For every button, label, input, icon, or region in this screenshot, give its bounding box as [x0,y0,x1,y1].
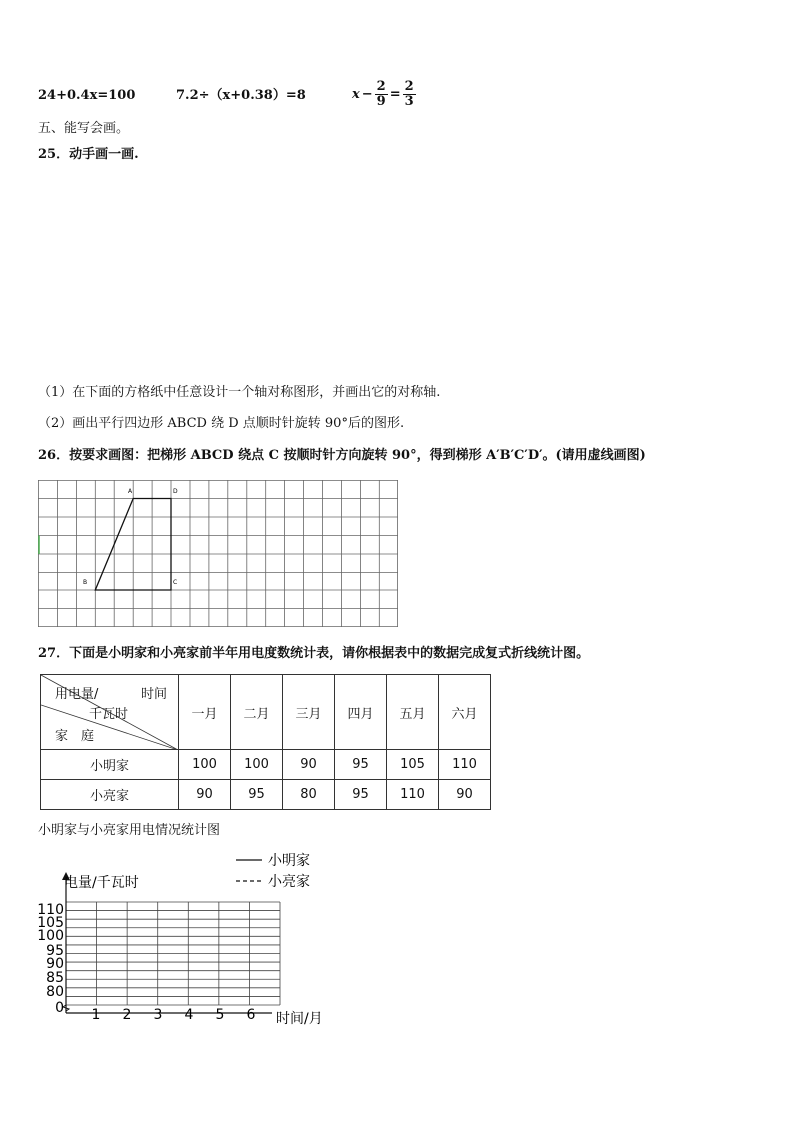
fraction-1-numerator: 2 [376,79,386,94]
table-cell: 90 [439,780,491,810]
equation-3-minus: − [361,86,373,102]
label-c: C [173,579,178,586]
y-tick-label: 105 [37,915,64,931]
equation-2: 7.2÷（x+0.38）=8 [176,88,306,103]
table-cell: 95 [335,780,387,810]
fraction-2-denominator: 3 [404,94,414,109]
table-cell: 90 [179,780,231,810]
month-header: 四月 [335,675,387,750]
table-cell: 100 [179,750,231,780]
y-tick-label: 90 [46,956,64,972]
label-d: D [173,488,178,495]
month-header: 五月 [387,675,439,750]
equation-3-fraction-2 [403,80,416,109]
x-tick-label: 2 [122,1007,132,1023]
equation-1: 24+0.4x=100 [38,88,136,103]
y-tick-label: 85 [46,970,64,986]
month-header: 一月 [179,675,231,750]
chart-axes [62,872,272,1013]
month-header: 三月 [283,675,335,750]
table-cell: 95 [335,750,387,780]
table-cell: 105 [387,750,439,780]
legend-label: 小明家 [268,853,310,869]
table-cell: 95 [231,780,283,810]
equation-3 [352,80,416,109]
chart-legend [236,853,310,890]
corner-label-usage: 用电量/ [55,687,99,702]
month-header: 六月 [439,675,491,750]
table-cell: 100 [231,750,283,780]
section-5-title: 五、能写会画。 [38,121,130,136]
y-tick-label: 0 [55,1000,64,1016]
corner-label-family: 家 庭 [55,729,95,744]
y-tick-label: 100 [37,928,64,944]
y-tick-label: 110 [37,902,64,918]
x-tick-label: 4 [184,1007,194,1023]
family-name: 小明家 [41,750,179,780]
label-b: B [83,579,88,586]
chart-title: 小明家与小亮家用电情况统计图 [38,823,221,838]
fraction-2-numerator: 2 [404,79,414,94]
question-26-title: 26．按要求画图：把梯形 ABCD 绕点 C 按顺时针方向旋转 90°，得到梯形 A′B′C′D′。(请用虚线画图) [38,448,646,463]
chart-x-ticks [92,1007,256,1023]
table-row [41,750,491,780]
line-chart [30,848,350,1030]
chart-grid [66,902,280,1005]
table-cell: 90 [283,750,335,780]
x-tick-label: 6 [246,1007,256,1023]
table-cell: 80 [283,780,335,810]
y-tick-label: 80 [46,984,64,1000]
month-header: 二月 [231,675,283,750]
equation-3-equals: = [389,86,401,102]
corner-label-unit: 千瓦时 [89,707,129,722]
table-cell: 110 [387,780,439,810]
y-tick-label: 95 [46,943,64,959]
question-26-grid [38,480,400,628]
x-tick-label: 5 [215,1007,225,1023]
equation-3-variable: x [352,86,360,102]
table-corner-cell [41,675,179,750]
x-tick-label: 3 [153,1007,163,1023]
table-cell: 110 [439,750,491,780]
question-25-part-1: （1）在下面的方格纸中任意设计一个轴对称图形，并画出它的对称轴. [38,385,441,400]
family-name: 小亮家 [41,780,179,810]
chart-y-ticks [37,902,64,1016]
legend-label: 小亮家 [268,874,310,890]
x-axis-label: 时间/月 [276,1011,323,1027]
table-row [41,780,491,810]
question-27-title: 27．下面是小明家和小亮家前半年用电度数统计表，请你根据表中的数据完成复式折线统计图。 [38,646,590,661]
corner-label-time: 时间 [141,687,168,702]
y-axis-label: 电量/千瓦时 [64,875,139,891]
question-25-title: 25．动手画一画. [38,147,139,162]
equation-3-fraction-1 [375,80,388,109]
label-a: A [128,488,133,495]
question-25-part-2: （2）画出平行四边形 ABCD 绕 D 点顺时针旋转 90°后的图形. [38,416,405,431]
electricity-table [40,674,491,810]
x-tick-label: 1 [91,1007,101,1023]
fraction-1-denominator: 9 [376,94,386,109]
